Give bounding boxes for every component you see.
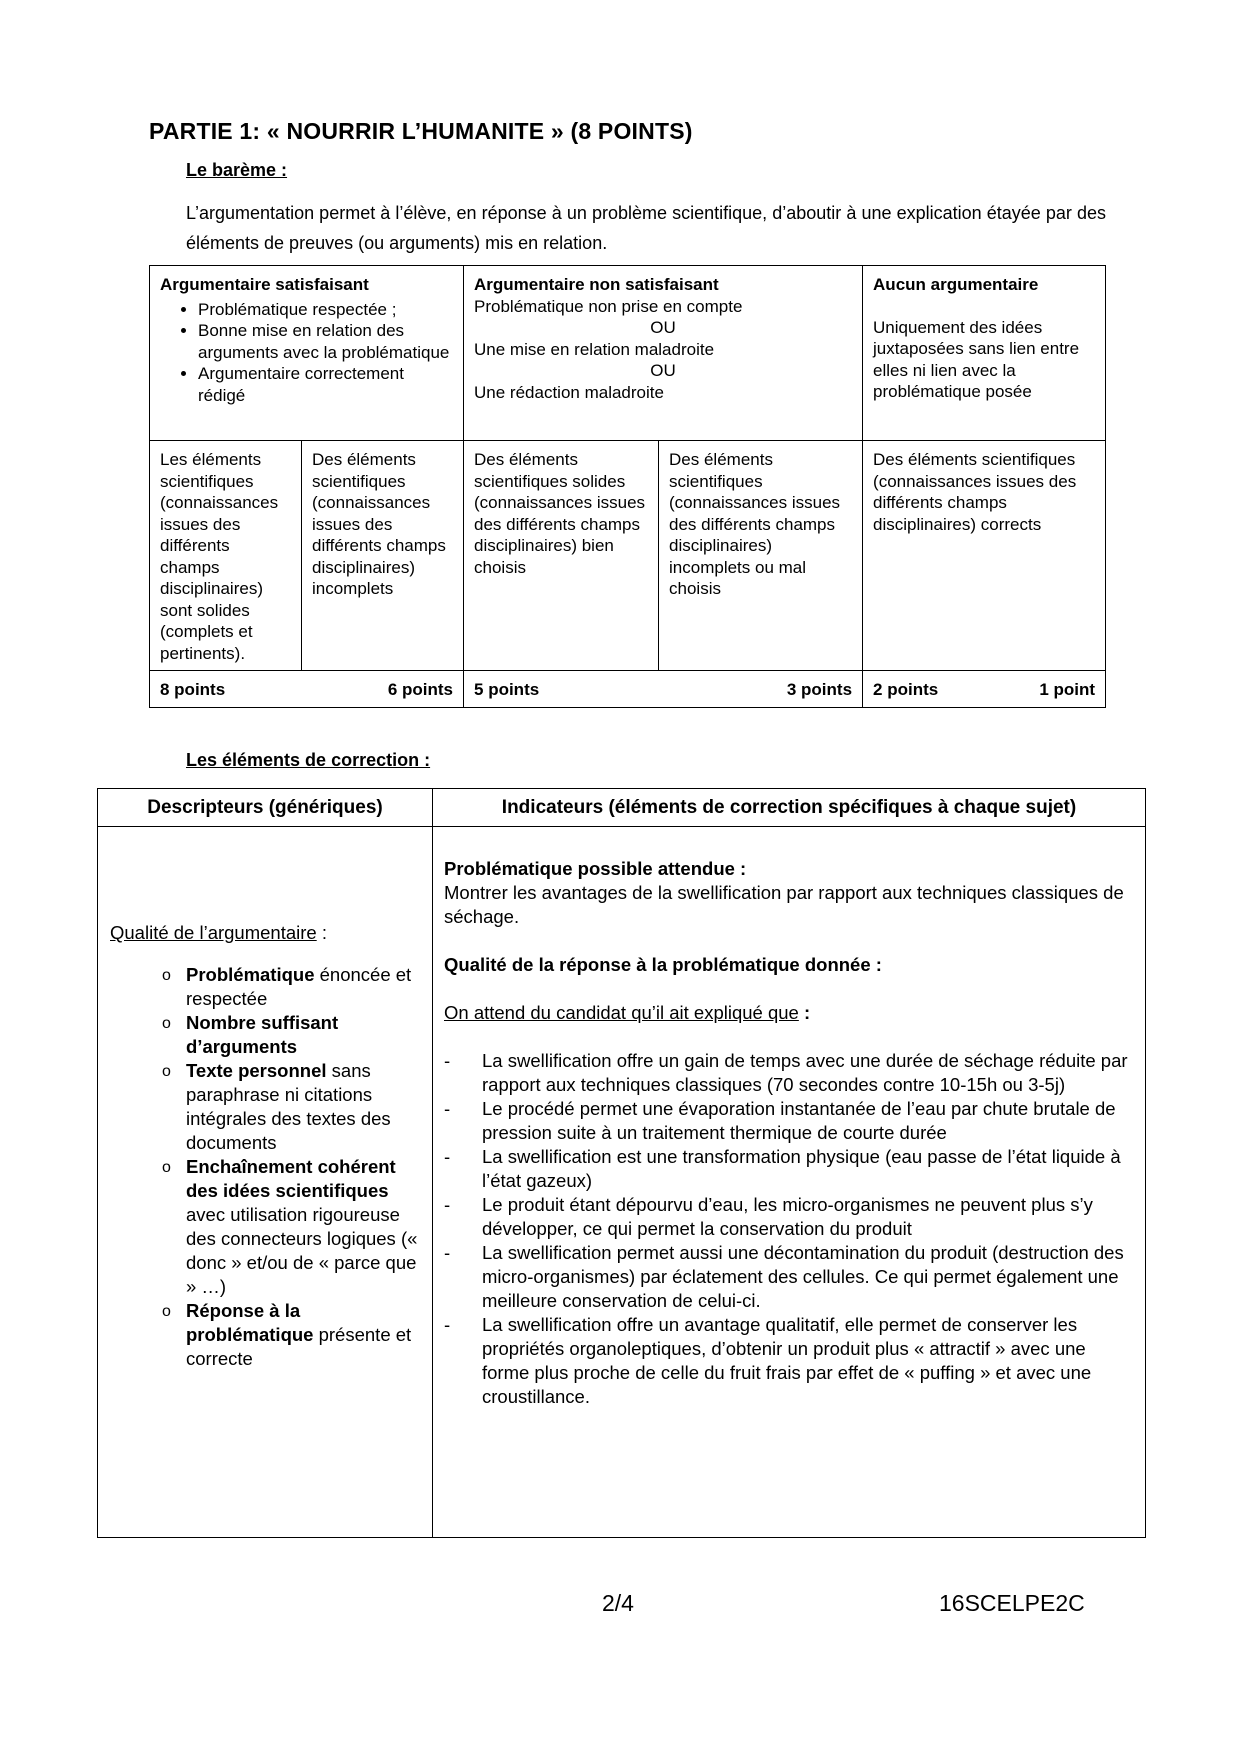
- dash-bullet: -: [444, 1314, 451, 1335]
- dash-bullet: -: [444, 1194, 451, 1215]
- list-item: - La swellification permet aussi une décontamination du produit (destruction des micro-organismes) par éclatement des cellules. Ce qui permet également une meilleure conservation de celui-ci.: [444, 1242, 1124, 1311]
- correction-header-row: [98, 789, 1146, 827]
- descripteurs-cell: [98, 827, 433, 1538]
- reponse-title: Qualité de la réponse à la problématique donnée :: [444, 954, 882, 975]
- col-aucun: [863, 266, 1106, 441]
- col-non-satisfaisant-title: Argumentaire non satisfaisant: [474, 275, 719, 294]
- quality-title: Qualité de l’argumentaire: [110, 922, 317, 943]
- quality-colon: :: [316, 922, 327, 943]
- correction-heading: Les éléments de correction :: [186, 750, 431, 770]
- quality-heading: [110, 921, 422, 945]
- or-separator: OU: [650, 361, 676, 380]
- line: Une mise en relation maladroite: [474, 339, 715, 359]
- dash-bullet: -: [444, 1050, 451, 1071]
- indicateurs-cell: [433, 827, 1146, 1538]
- list-item: - La swellification est une transformation physique (eau passe de l’état liquide à l’état gazeux): [444, 1146, 1121, 1191]
- list-item: o Problématique énoncée et respectée: [162, 964, 412, 1009]
- line: Problématique non prise en compte: [474, 296, 743, 316]
- bareme-details-row: [150, 441, 1106, 671]
- points-cell: [150, 671, 464, 708]
- attend-line: On attend du candidat qu’il ait expliqué que :: [444, 1002, 811, 1023]
- points-cell: [464, 671, 863, 708]
- col-aucun-text: Uniquement des idées juxtaposées sans lien entre elles ni lien avec la problématique posée: [873, 317, 1080, 401]
- points-value: 6 points: [387, 680, 454, 699]
- list-item: • Argumentaire correctement rédigé: [198, 363, 453, 406]
- indicator-list: [444, 1049, 1135, 1409]
- detail-cell: Des éléments scientifiques (connaissances issues des différents champs disciplinaires) corrects: [863, 441, 1106, 671]
- col-header-indicateurs: Indicateurs (éléments de correction spécifiques à chaque sujet): [433, 789, 1146, 827]
- list-item: - Le procédé permet une évaporation instantanée de l’eau par chute brutale de pression suite à un traitement thermique de courte durée: [444, 1098, 1116, 1143]
- list-item: - La swellification offre un gain de temps avec une durée de séchage réduite par rapport aux techniques classiques (70 secondes contre 10-15h ou 3-5j): [444, 1050, 1128, 1095]
- problematique-text: Montrer les avantages de la swellification par rapport aux techniques classiques de séchage.: [444, 882, 1124, 927]
- points-value: 5 points: [474, 680, 540, 699]
- list-item: - Le produit étant dépourvu d’eau, les micro-organismes ne peuvent plus s’y développer, ce qui permet la conservation du produit: [444, 1194, 1093, 1239]
- col-satisfaisant: [150, 266, 464, 441]
- dash-bullet: -: [444, 1146, 451, 1167]
- list-item: o Nombre suffisant d’arguments: [162, 1012, 339, 1057]
- bareme-intro: L’argumentation permet à l’élève, en réponse à un problème scientifique, d’aboutir à une explication étayée par des éléments de preuves (ou arguments) mis en relation.: [186, 203, 1106, 253]
- points-value: 1 point: [1039, 680, 1096, 699]
- col-aucun-title: Aucun argumentaire: [873, 275, 1039, 294]
- document-code: 16SCELPE2C: [939, 1590, 1085, 1616]
- circle-bullet-icon: o: [162, 1063, 171, 1080]
- page-title: PARTIE 1: « NOURRIR L’HUMANITE » (8 POINTS): [149, 118, 693, 144]
- detail-cell: Des éléments scientifiques solides (connaissances issues des différents champs disciplinaires) bien choisis: [464, 441, 659, 671]
- circle-bullet-icon: o: [162, 1015, 171, 1032]
- dash-bullet: -: [444, 1098, 451, 1119]
- or-separator: OU: [650, 318, 676, 337]
- list-item: - La swellification offre un avantage qualitatif, elle permet de conserver les propriétés organoleptiques, d’obtenir un produit plus « attractif » avec une forme plus proche de celle du fruit frais par effet de « puffing » et avec une croustillance.: [444, 1314, 1092, 1407]
- correction-body-row: [98, 827, 1146, 1538]
- col-non-satisfaisant: [464, 266, 863, 441]
- list-item: o Texte personnel sans paraphrase ni citations intégrales des textes des documents: [162, 1060, 391, 1153]
- descriptor-list: [110, 963, 422, 1371]
- col-satisfaisant-title: Argumentaire satisfaisant: [160, 275, 369, 294]
- points-value: 3 points: [786, 680, 853, 699]
- list-item: • Problématique respectée ;: [198, 299, 453, 321]
- points-value: 2 points: [873, 680, 939, 699]
- bareme-heading: Le barème :: [186, 160, 288, 180]
- detail-cell: Des éléments scientifiques (connaissances issues des différents champs disciplinaires) incomplets ou mal choisis: [659, 441, 863, 671]
- circle-bullet-icon: o: [162, 967, 171, 984]
- points-cell: [863, 671, 1106, 708]
- circle-bullet-icon: o: [162, 1303, 171, 1320]
- satisfaisant-list: [160, 299, 453, 407]
- circle-bullet-icon: o: [162, 1159, 171, 1176]
- list-item: o Enchaînement cohérent des idées scientifiques avec utilisation rigoureuse des connecteurs logiques (« donc » et/ou de « parce que » …): [162, 1156, 418, 1297]
- problematique-title: Problématique possible attendue :: [444, 858, 747, 879]
- dash-bullet: -: [444, 1242, 451, 1263]
- col-header-descripteurs: Descripteurs (génériques): [98, 789, 433, 827]
- correction-table: [97, 788, 1146, 1538]
- page-number: 2/4: [602, 1590, 634, 1616]
- bareme-table: [149, 265, 1106, 708]
- line: Une rédaction maladroite: [474, 382, 664, 402]
- bareme-header-row: [150, 266, 1106, 441]
- list-item: o Réponse à la problématique présente et correcte: [162, 1300, 412, 1369]
- points-value: 8 points: [160, 680, 226, 699]
- bareme-points-row: [150, 671, 1106, 708]
- detail-cell: Les éléments scientifiques (connaissances issues des différents champs disciplinaires) sont solides (complets et pertinents).: [150, 441, 302, 671]
- list-item: • Bonne mise en relation des arguments avec la problématique: [198, 320, 453, 363]
- detail-cell: Des éléments scientifiques (connaissances issues des différents champs disciplinaires) incomplets: [302, 441, 464, 671]
